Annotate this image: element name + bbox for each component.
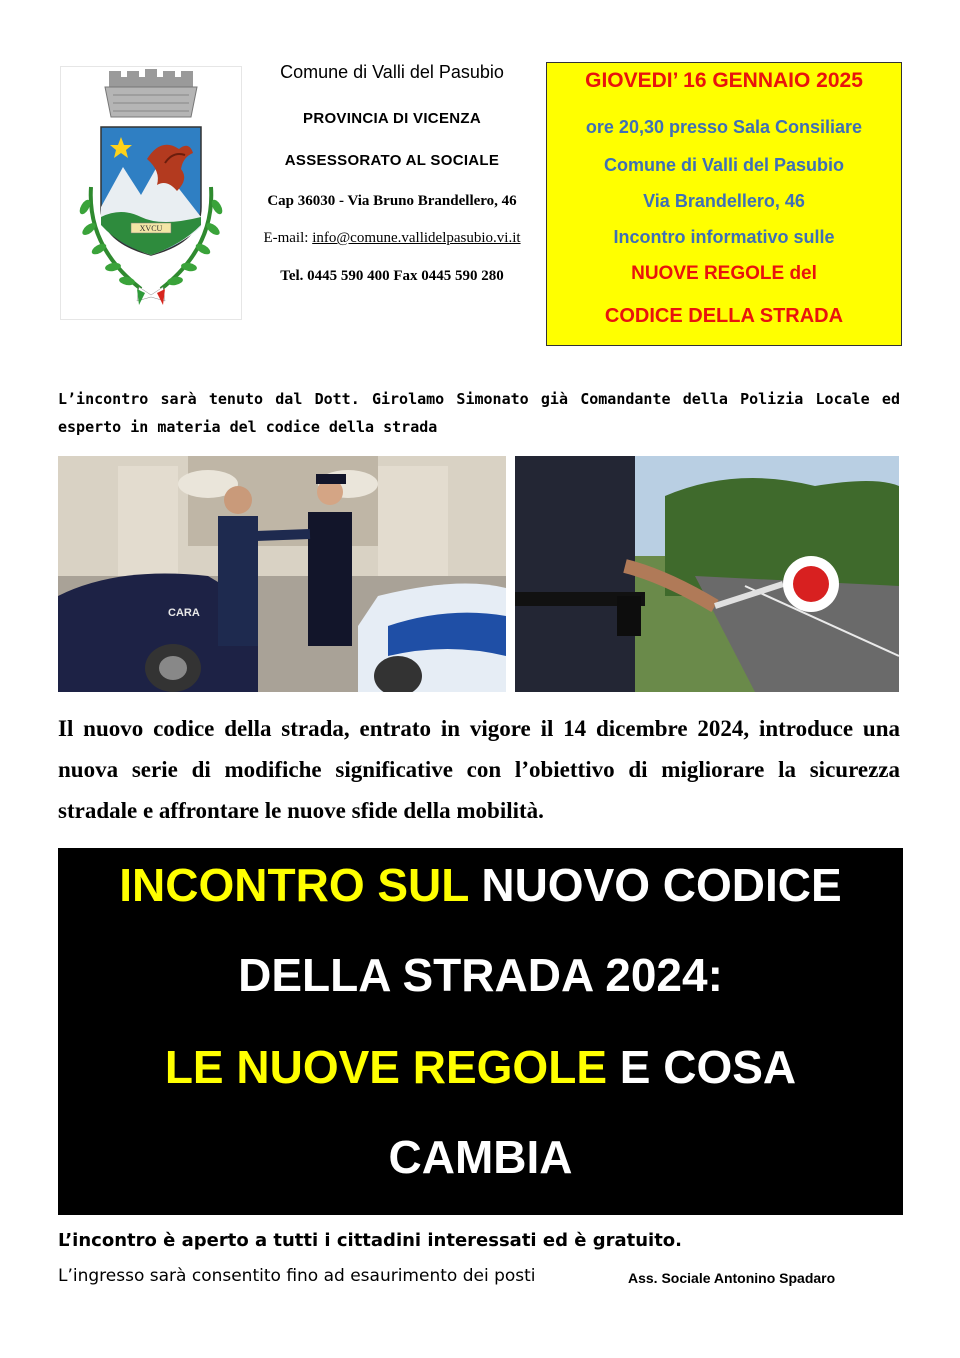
email-line [246,230,538,247]
postal-address: Cap 36030 - Via Bruno Brandellero, 46 [267,193,517,209]
headline-line1-highlight: INCONTRO SUL [119,859,469,911]
province-name: PROVINCIA DI VICENZA [303,110,481,127]
headline-line3 [58,1040,903,1094]
svg-text:CARA: CARA [168,607,200,619]
event-topic-line1: NUOVE REGOLE del [631,263,817,284]
phone-fax-line: Tel. 0445 590 400 Fax 0445 590 280 [280,268,504,284]
signature: Ass. Sociale Antonino Spadaro [628,1270,836,1286]
free-entry-note: L’incontro è aperto a tutti i cittadini interessati ed è gratuito. [58,1230,682,1251]
headline-line3-highlight: LE NUOVE REGOLE [164,1041,607,1093]
seating-limit-note: L’ingresso sarà consentito fino ad esaurimento dei posti [58,1266,536,1286]
event-street: Via Brandellero, 46 [643,191,805,211]
email-link[interactable]: info@comune.vallidelpasubio.vi.it [312,230,521,246]
event-subject: Incontro informativo sulle [613,227,835,247]
department-name: ASSESSORATO AL SOCIALE [284,152,500,169]
photo-police-carabinieri [58,456,506,692]
intro-paragraph: Il nuovo codice della strada, entrato in vigore il 14 dicembre 2024, introduce una nuova serie di modifiche significative con l’obiettivo di migliorare la sicurezza stradale e affrontare le nuove sfide della mobilità. [58,716,900,823]
municipality-name: Comune di Valli del Pasubio [280,62,504,82]
event-time-place: ore 20,30 presso Sala Consiliare [585,117,863,137]
event-topic-line2: CODICE DELLA STRADA [604,305,844,327]
event-date: GIOVEDI’ 16 GENNAIO 2025 [585,69,863,92]
headline-line3-rest: E COSA [607,1041,797,1093]
photo-traffic-stop [515,456,899,692]
headline-line1-rest: NUOVO CODICE [468,859,842,911]
event-municipality: Comune di Valli del Pasubio [603,155,845,175]
headline-line2: DELLA STRADA 2024: [238,949,723,1001]
event-info-box [546,62,902,346]
email-label: E-mail: [263,230,313,246]
headline-line1 [58,858,903,912]
headline-line4: CAMBIA [388,1131,573,1183]
organizer-note: L’incontro sarà tenuto dal Dott. Girolamo Simonato già Comandante della Polizia Locale ed esperto in materia del codice della strada [58,390,900,436]
municipal-crest [60,66,242,320]
headline-banner [58,848,903,1215]
coat-of-arms-icon [61,67,241,319]
svg-text:XVCU: XVCU [139,224,163,233]
